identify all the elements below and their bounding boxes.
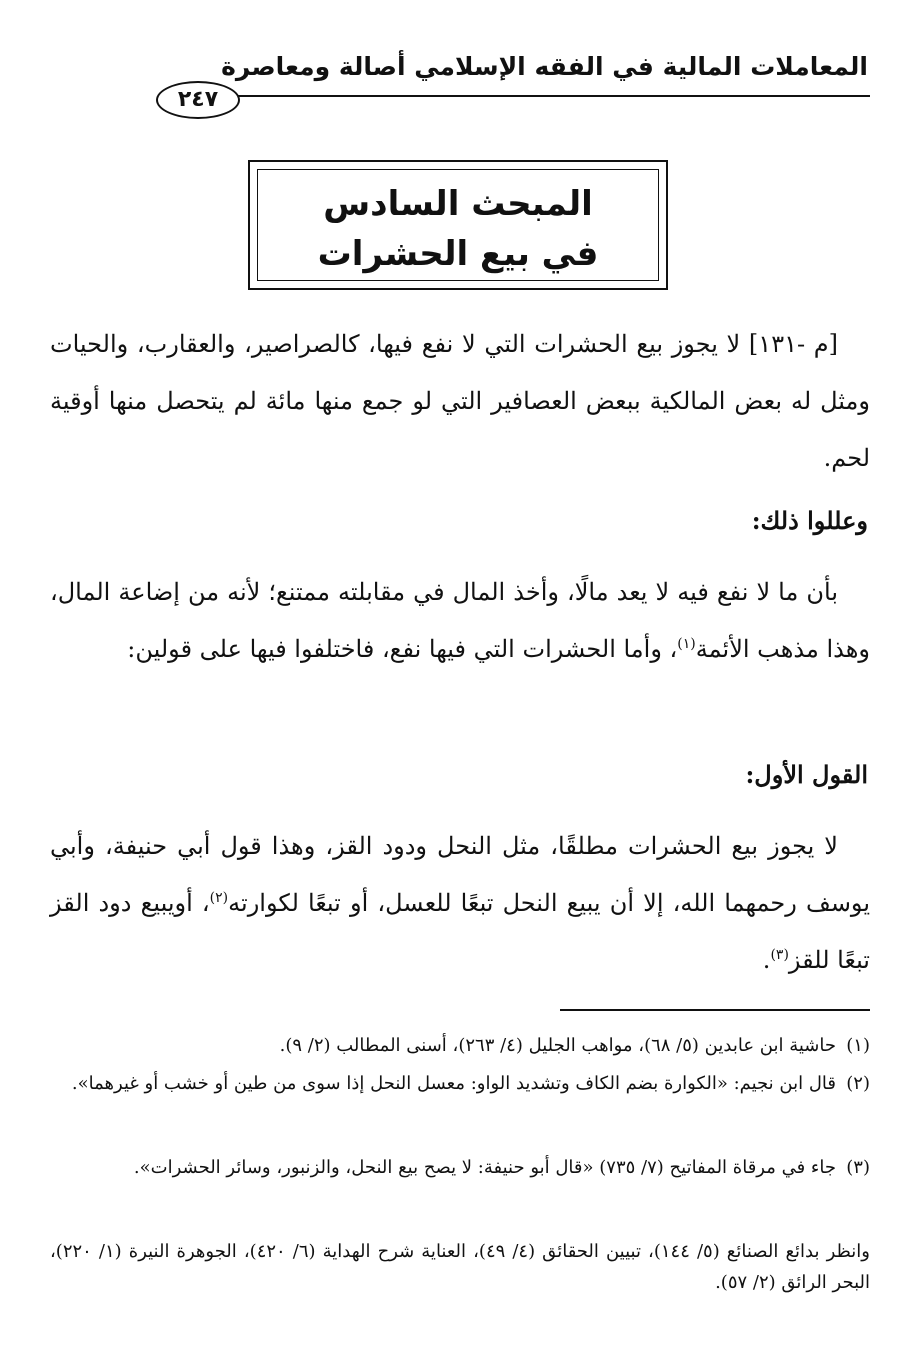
- footnote-ref-2[interactable]: (٢): [209, 890, 229, 906]
- heading-reasoning: وعللوا ذلك:: [751, 506, 868, 535]
- footnote-3-continuation-text: وانظر بدائع الصنائع (٥/ ١٤٤)، تبيين الحقائق (٤/ ٤٩)، العناية شرح الهداية (٦/ ٤٢٠)، الجوهرة النيرة (١/ ٢٢٠)، البحر الرائق (٢/ ٥٧).: [50, 1241, 870, 1293]
- footnote-1-text: حاشية ابن عابدين (٥/ ٦٨)، مواهب الجليل (٤/ ٢٦٣)، أسنى المطالب (٢/ ٩).: [279, 1035, 836, 1056]
- footnote-1-number: (١): [846, 1035, 870, 1056]
- paragraph-intro-text: [م -١٣١] لا يجوز بيع الحشرات التي لا نفع فيها، كالصراصير، والعقارب، والحيات ومثل له بعض المالكية ببعض العصافير التي لو جمع منها مائة لم يتحصل منها أوقية لحم.: [50, 330, 870, 472]
- section-title-line2: في بيع الحشرات: [317, 234, 599, 274]
- header-rule: [236, 95, 870, 97]
- paragraph-first-opinion-text-b: ، أويبيع دود القز تبعًا للقز: [50, 889, 870, 974]
- footnote-separator: [560, 1009, 870, 1011]
- footnote-3-number: (٣): [846, 1157, 870, 1178]
- page-number: ٢٤٧: [156, 81, 240, 119]
- paragraph-first-opinion: [50, 818, 870, 989]
- footnote-2: [50, 1068, 870, 1099]
- footnote-3: [50, 1152, 870, 1183]
- footnote-ref-1[interactable]: (١): [677, 636, 696, 652]
- running-title: المعاملات المالية في الفقه الإسلامي أصالة ومعاصرة: [221, 52, 868, 81]
- footnote-3-text: جاء في مرقاة المفاتيح (٧/ ٧٣٥) «قال أبو حنيفة: لا يصح بيع النحل، والزنبور، وسائر الحشرات».: [133, 1157, 836, 1178]
- section-title-line1: المبحث السادس: [323, 184, 593, 224]
- paragraph-reasoning: [50, 564, 870, 678]
- footnote-1: [50, 1030, 870, 1061]
- paragraph-intro: [50, 316, 870, 487]
- footnote-ref-3[interactable]: (٣): [770, 947, 789, 963]
- footnote-2-number: (٢): [846, 1073, 870, 1094]
- footnote-2-text: قال ابن نجيم: «الكوارة بضم الكاف وتشديد الواو: معسل النحل إذا سوى من طين أو خشب أو غيرهما».: [71, 1073, 836, 1094]
- paragraph-reasoning-text-a: بأن ما لا نفع فيه لا يعد مالًا، وأخذ المال في مقابلته ممتنع؛ لأنه من إضاعة المال، وهذا مذهب الأئمة: [50, 578, 870, 663]
- section-title-box: [248, 160, 668, 290]
- paragraph-first-opinion-text-a: لا يجوز بيع الحشرات مطلقًا، مثل النحل ودود القز، وهذا قول أبي حنيفة، وأبي يوسف رحمهما الله، إلا أن يبيع النحل تبعًا للعسل، أو تبعًا لكوارته: [50, 832, 871, 917]
- paragraph-first-opinion-text-c: .: [762, 946, 771, 974]
- paragraph-reasoning-text-b: ، وأما الحشرات التي فيها نفع، فاختلفوا فيها على قولين:: [127, 635, 678, 663]
- footnote-3-continuation: [50, 1236, 870, 1298]
- heading-first-opinion: القول الأول:: [745, 760, 868, 789]
